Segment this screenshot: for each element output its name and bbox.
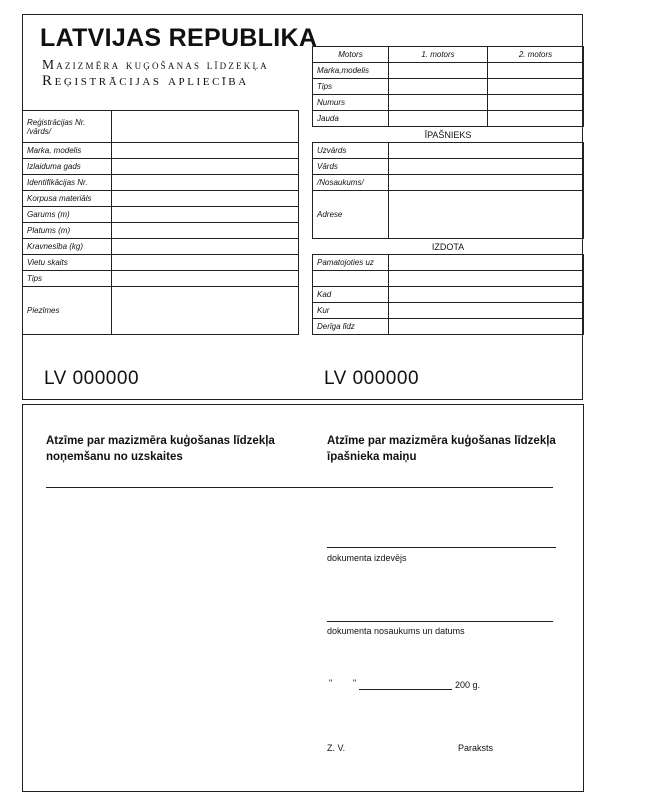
value-issued-when[interactable] [389, 287, 584, 303]
label-motor-make-model: Marka,modelis [313, 63, 389, 79]
label-owner-surname: Uzvārds [313, 143, 389, 159]
table-row [313, 255, 584, 271]
table-row [313, 191, 584, 239]
value-motor1-number[interactable] [389, 95, 488, 111]
stamp-place-label: Z. V. [327, 743, 346, 753]
table-row [313, 95, 584, 111]
vessel-details-table [22, 110, 299, 335]
label-production-year: Izlaiduma gads [23, 159, 112, 175]
table-row [313, 287, 584, 303]
table-row [313, 47, 584, 63]
value-motor2-type[interactable] [488, 79, 584, 95]
value-issued-blank[interactable] [389, 271, 584, 287]
value-motor1-power[interactable] [389, 111, 488, 127]
label-capacity: Kravnesība (kg) [23, 239, 112, 255]
document-caption: dokumenta nosaukums un datums [327, 626, 465, 636]
label-notes: Piezīmes [23, 287, 112, 335]
label-owner-title: /Nosaukums/ [313, 175, 389, 191]
table-row [313, 271, 584, 287]
value-width[interactable] [112, 223, 299, 239]
table-row [313, 175, 584, 191]
owner-change-heading: Atzīme par mazizmēra kuģošanas līdzekļa īpašnieka maiņu [327, 435, 556, 463]
label-owner-name: Vārds [313, 159, 389, 175]
value-length[interactable] [112, 207, 299, 223]
table-row [313, 239, 584, 255]
value-owner-title[interactable] [389, 175, 584, 191]
value-make-model[interactable] [112, 143, 299, 159]
label-owner-address: Adrese [313, 191, 389, 239]
issuer-line[interactable] [327, 547, 556, 548]
table-row [23, 207, 299, 223]
label-issued-basis: Pamatojoties uz [313, 255, 389, 271]
value-owner-address[interactable] [389, 191, 584, 239]
year-label: 200 g. [455, 680, 481, 690]
table-row [23, 175, 299, 191]
value-motor2-number[interactable] [488, 95, 584, 111]
value-issued-basis[interactable] [389, 255, 584, 271]
label-width: Platums (m) [23, 223, 112, 239]
motor1-header: 1. motors [389, 47, 488, 63]
table-row [313, 159, 584, 175]
label-identification-number: Identifikācijas Nr. [23, 175, 112, 191]
table-row [313, 143, 584, 159]
deregistration-line[interactable] [46, 487, 553, 488]
label-seat-count: Vietu skaits [23, 255, 112, 271]
signature-label: Paraksts [458, 743, 494, 753]
label-motor-number: Numurs [313, 95, 389, 111]
table-row [313, 319, 584, 335]
date-quote-open: " [329, 678, 333, 688]
country-title: LATVIJAS REPUBLIKA [40, 24, 318, 52]
table-row [23, 223, 299, 239]
label-length: Garums (m) [23, 207, 112, 223]
table-row [313, 127, 584, 143]
label-hull-material: Korpusa materiāls [23, 191, 112, 207]
label-issued-when: Kad [313, 287, 389, 303]
value-motor1-make-model[interactable] [389, 63, 488, 79]
value-type[interactable] [112, 271, 299, 287]
value-seat-count[interactable] [112, 255, 299, 271]
label-issued-blank [313, 271, 389, 287]
table-row [23, 239, 299, 255]
value-identification-number[interactable] [112, 175, 299, 191]
serial-number-right: LV 000000 [324, 368, 420, 389]
label-issued-where: Kur [313, 303, 389, 319]
table-row [23, 111, 299, 143]
value-owner-surname[interactable] [389, 143, 584, 159]
date-line[interactable] [359, 689, 452, 690]
label-motor-power: Jauda [313, 111, 389, 127]
table-row [23, 143, 299, 159]
label-registration-number: Reģistrācijas Nr. /vārds/ [23, 111, 112, 143]
table-row [313, 111, 584, 127]
label-motor-type: Tips [313, 79, 389, 95]
document-line[interactable] [327, 621, 553, 622]
motor-owner-issue-table [312, 46, 584, 335]
table-row [23, 287, 299, 335]
value-registration-number[interactable] [112, 111, 299, 143]
date-quote-close: " [353, 678, 357, 688]
deregistration-heading: Atzīme par mazizmēra kuģošanas līdzekļa noņemšanu no uzskaites [46, 435, 275, 463]
serial-number-left: LV 000000 [44, 368, 140, 389]
table-row [313, 79, 584, 95]
table-row [23, 255, 299, 271]
value-motor1-type[interactable] [389, 79, 488, 95]
table-row [23, 271, 299, 287]
table-row [313, 303, 584, 319]
document-subtitle-line1: Mazizmēra kuģošanas līdzekļa [42, 57, 269, 72]
value-hull-material[interactable] [112, 191, 299, 207]
value-motor2-make-model[interactable] [488, 63, 584, 79]
value-motor2-power[interactable] [488, 111, 584, 127]
label-make-model: Marka, modelis [23, 143, 112, 159]
value-capacity[interactable] [112, 239, 299, 255]
motors-header: Motors [313, 47, 389, 63]
owner-section-header: ĪPAŠNIEKS [313, 127, 584, 143]
value-issued-where[interactable] [389, 303, 584, 319]
issued-section-header: IZDOTA [313, 239, 584, 255]
label-valid-until: Derīga līdz [313, 319, 389, 335]
value-valid-until[interactable] [389, 319, 584, 335]
table-row [313, 63, 584, 79]
value-owner-name[interactable] [389, 159, 584, 175]
table-row [23, 159, 299, 175]
document-subtitle-line2: Reģistrācijas apliecība [42, 73, 249, 89]
table-row [23, 191, 299, 207]
motor2-header: 2. motors [488, 47, 584, 63]
value-production-year[interactable] [112, 159, 299, 175]
issuer-caption: dokumenta izdevējs [327, 553, 407, 563]
label-type: Tips [23, 271, 112, 287]
value-notes[interactable] [112, 287, 299, 335]
